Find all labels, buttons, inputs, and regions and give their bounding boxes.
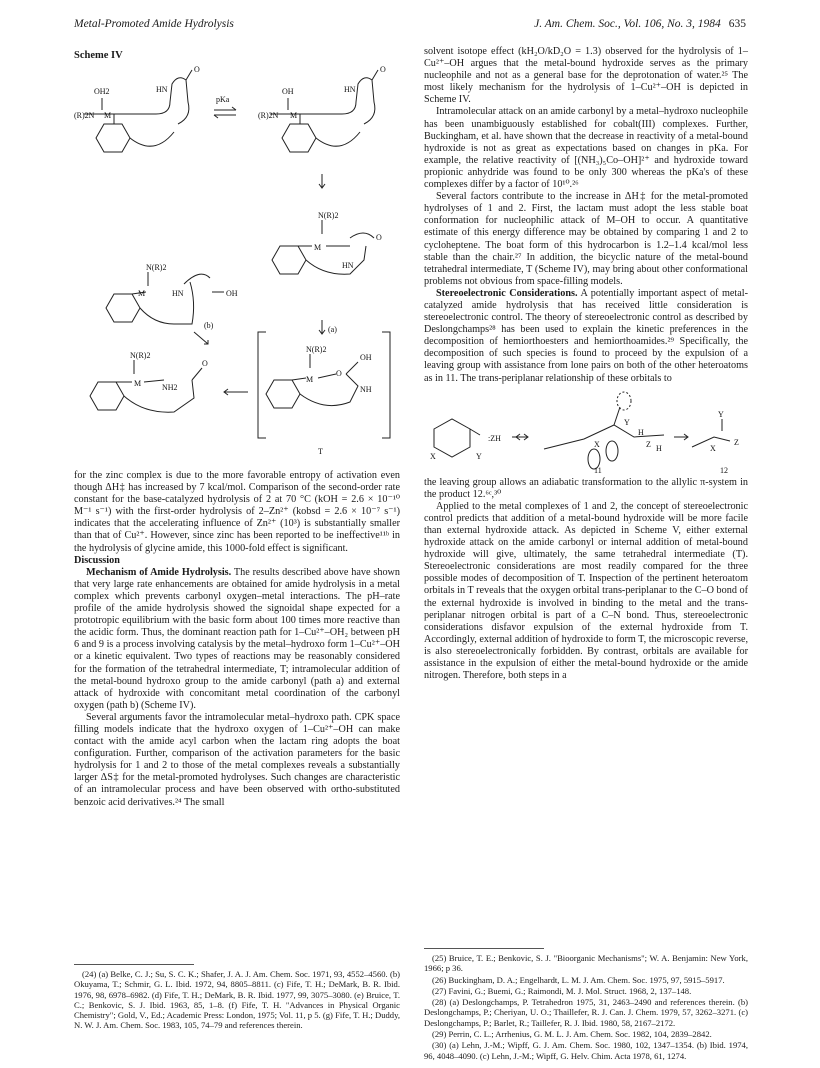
footnote-24: (24) (a) Belke, C. J.; Su, S. C. K.; Shafer, J. A. J. Am. Chem. Soc. 1971, 93, 4552–4560. (b) Okuyama, T.; Schmir, G. L. Ibid. 1972, 94, 8805–8811. (c) Fife, T. H.; DeMark, B. R. Ibid. 1976, 98, 6978–6982. (d) Fife, T. H.; DeMark, B. R. Ibid. 1977, 99, 3075–3080. (e) Bruice, T. C.; Benkovic, S. J. Ibid. 1963, 85, 1–8. (f) Fife, T. H. "Advances in Physical Organic Chemistry"; Gold, V., Ed.; Academic Press: London, 1975; Vol. 11, p 5. (g) Fife, T. H.; Duddy, N. W. J. Am. Chem. Soc. 1983, 105, 74–79 and references therein.: [74, 969, 400, 1031]
label-m-1: M: [104, 111, 112, 120]
label-o-t: O: [336, 369, 342, 378]
label-o-2: O: [380, 65, 386, 74]
label-path-b: (b): [204, 321, 214, 330]
label-m-3: M: [138, 289, 146, 298]
label-t: T: [318, 447, 323, 456]
label-oh: OH: [282, 87, 294, 96]
label-oh-3: OH: [226, 289, 238, 298]
label-pka: pKa: [216, 95, 230, 104]
label-nr2-5: N(R)2: [130, 351, 151, 360]
label-oh-t: OH: [360, 353, 372, 362]
left-column: [74, 470, 400, 809]
stereo-y-1: Y: [476, 451, 482, 461]
right-paragraph-4: Stereoelectronic Considerations. A potentially important aspect of metal-catalyzed amide hydrolysis that has received little consideration is stereoelectronic control. The theory of stereoelectronic control as described by Deslongchamps²⁸ has been used to explain the kinetic preferences in the decomposition of hemiorthoesters and hemiorthoamides.²⁹ Specifically, the decomposition of such species is found to proceed by the expulsion of a leaving group with assistance from lone pairs on both of the other heteroatoms as in 11. The trans-periplanar relationship of these orbitals to: [424, 287, 748, 384]
right-paragraph-1: solvent isotope effect (kH₂O/kD₂O = 1.3) observed for the hydrolysis of 1–Cu²⁺–OH argues that the metal-bound hydroxide serves as the primary nucleophile and not as a general base for the deprotonation of water.²⁵ The most likely mechanism for the hydrolysis of 1–Cu²⁺–OH is depicted in Scheme IV.: [424, 46, 748, 106]
stereo-z-2: Z: [734, 437, 739, 447]
footnote-rule: [74, 964, 194, 965]
stereo-x-2: X: [594, 439, 600, 449]
label-hn-4: HN: [342, 261, 354, 270]
scheme-iv-figure: [74, 62, 414, 462]
structure-oh2-complex: [84, 70, 192, 152]
left-paragraph-3: Several arguments favor the intramolecular metal–hydroxo path. CPK space filling models indicate that the hydroxo oxygen of 1–Cu²⁺–OH can make contact with the amide acyl carbon when the lactam ring adopts the boat configuration. Further, comparison of the activation parameters for the basic hydrolysis for 1 and 2 to those of the metal complexes reveals a substantially larger ΔS‡ for the metal-promoted hydrolyses. Such changes are characteristic of an intramolecular process and have been observed with ortho-substituted benzoic acid derivatives.²⁴ The small: [74, 711, 400, 808]
right-paragraph-6: Applied to the metal complexes of 1 and 2, the concept of stereoelectronic control predicts that addition of a metal-bound hydroxide will be more facile than external hydroxide attack. As depicted in Scheme V, either external hydroxide attack on the amide carbonyl or internal addition of metal-bound hydroxide will give, ultimately, the same tetrahedral intermediate (T). Stereoelectronic considerations are most readily compared for the three possible modes of decomposition of T. Inspection of the pertinent heteroatom orbitals in T reveals that the oxygen orbital trans-periplanar to the C–O bond of the external hydroxide is involved in binding to the metal and the trans-periplanar nitrogen orbital is part of a C–N bond. Thus, stereoelectronic considerations disfavor expulsion of the external hydroxide from T. Accordingly, external addition of hydroxide to form T, the microscopic reverse, is also stereoelectronically forbidden. By contrast, orbitals are available for assistance in the expulsion of either the metal-bound hydroxide or the amide nitrogen. Therefore, both steps in a: [424, 500, 749, 682]
label-nr2-t: N(R)2: [306, 345, 327, 354]
label-hn-1: HN: [156, 85, 168, 94]
stereo-x-3: X: [710, 443, 716, 453]
page-number: 635: [728, 18, 746, 30]
footnote-27: (27) Favini, G.; Buemi, G.; Raimondi, M. J. Mol. Struct. 1968, 2, 137–148.: [432, 985, 692, 996]
structure-oh-complex: [270, 70, 378, 152]
label-nh-t: NH: [360, 385, 372, 394]
footnote-29: (29) Perrin, C. L.; Arrhenius, G. M. L. J. Am. Chem. Soc. 1982, 104, 2839–2842.: [432, 1029, 712, 1040]
running-header: [74, 18, 746, 34]
stereoelectronic-figure: [424, 389, 748, 475]
structure-path-a: [272, 220, 374, 274]
label-m-t: M: [306, 375, 314, 384]
label-ligand-1: (R)2N: [74, 111, 95, 120]
label-o-5: O: [202, 359, 208, 368]
right-paragraph-5: the leaving group allows an adiabatic transformation to the allylic π-system in the product 12.⁶ᶜ,³⁰: [424, 476, 748, 500]
run-in-heading-stereo: Stereoelectronic Considerations.: [436, 287, 578, 299]
label-nr2-3: N(R)2: [146, 263, 167, 272]
stereo-x-1: X: [430, 451, 436, 461]
label-nr2-4: N(R)2: [318, 211, 339, 220]
footnote-26: (26) Buckingham, D. A.; Engelhardt, L. M. J. Am. Chem. Soc. 1975, 97, 5915–5917.: [432, 974, 725, 985]
label-path-a: (a): [328, 325, 337, 334]
stereo-h-1: H: [638, 427, 644, 437]
run-in-heading-mechanism: Mechanism of Amide Hydrolysis.: [86, 566, 232, 578]
label-m-4: M: [314, 243, 322, 252]
label-compound-11: 11: [594, 465, 602, 475]
stereo-z-1: Z: [646, 439, 651, 449]
label-compound-12: 12: [720, 465, 728, 475]
right-column: [424, 46, 748, 682]
section-heading-discussion: Discussion: [74, 554, 120, 566]
left-paragraph-2: Mechanism of Amide Hydrolysis. The results described above have shown that very large rate enhancements are obtained for amide hydrolysis in a metal complex which prevents carbonyl oxygen–metal interactions. The pH–rate profile of the amide hydrolysis showed the signoidal shape expected for a prototropic equilibrium with the basic form about 100 times more reactive than the acidic form. Thus, the dominant reaction path for 1–Cu²⁺–OH₂ between pH 6 and 9 is a process involving catalysis by the metal–hydroxo form 1–Cu²⁺–OH or a kinetic equivalent. Two types of reactions may be reasonably considered for the formation of the tetrahedral intermediate, T; intramolecular addition of the metal-bound hydroxo group to the amide carbonyl (path a) and external attack of hydroxide with concomitant metal coordination of the carbonyl oxygen (path b) (Scheme IV).: [74, 566, 400, 711]
label-oh2: OH2: [94, 87, 110, 96]
label-o-1: O: [194, 65, 200, 74]
footnote-30: (30) (a) Lehn, J.-M.; Wipff, G. J. Am. Chem. Soc. 1980, 102, 1347–1354. (b) Ibid. 1974, 96, 4048–4090. (c) Lehn, J.-M.; Wipff, G. Helv. Chim. Acta 1978, 61, 1274.: [424, 1040, 748, 1061]
label-nh2-5: NH2: [162, 383, 178, 392]
left-paragraph-1: for the zinc complex is due to the more favorable entropy of activation even though ΔH‡ has increased by 7 kcal/mol. Comparison of the second-order rate constant for the base-catalyzed hydrolysis of 2 at 70 °C (kOH = 2.6 × 10⁻¹⁰ M⁻¹ s⁻¹) with the first-order hydrolysis of 2–Zn²⁺ (kobsd = 2.6 × 10⁻⁷ s⁻¹) indicates that the accelerating influence of Zn²⁺ (10³) is substantially smaller than that of Cu²⁺. However, since zinc has been reported to be ineffective¹¹ᵇ in the hydrolysis of glycine amide, this 1000-fold effect is significant.: [74, 470, 400, 554]
label-m-5: M: [134, 379, 142, 388]
scheme-title: Scheme IV: [74, 50, 123, 61]
footnote-25: (25) Bruice, T. E.; Benkovic, S. J. "Bioorganic Mechanisms"; W. A. Benjamin: New York, 1966; p 36.: [424, 953, 748, 974]
right-footnotes: [424, 942, 748, 1062]
label-ligand-2: (R)2N: [258, 111, 279, 120]
header-title: Metal-Promoted Amide Hydrolysis: [74, 18, 234, 30]
footnote-rule-right: [424, 948, 544, 949]
header-journal: J. Am. Chem. Soc., Vol. 106, No. 3, 1984 635: [534, 18, 746, 30]
stereo-h-2: H: [656, 443, 662, 453]
structure-product: [90, 360, 202, 412]
structure-path-b: [106, 272, 224, 324]
footnote-28: (28) (a) Deslongchamps, P. Tetrahedron 1975, 31, 2463–2490 and references therein. (b) Deslongchamps, P.; Cheriyan, U. O.; Thaillefer, R. J. Can. J. Chem. 1979, 57, 3262–3271. (c) Deslongchamps, P.; Barlet, R.; Taillefer, R. J. Ibid. 1980, 58, 2167–2172.: [424, 997, 748, 1028]
stereo-y-3: Y: [718, 409, 724, 419]
right-paragraph-3: Several factors contribute to the increase in ΔH‡ for the metal-promoted hydrolyses of 1 and 2. First, the lactam must adopt the less stable boat conformation for nucleophilic attack of M–OH to occur. A quantitative estimate of this energy difference may be obtained by comparing 1 and 2 to cycloheptene. The boat form of this hydrocarbon is 1.2–1.4 kcal/mol less stable than the chair.²⁷ In addition, the bicyclic nature of the metal-bound tetrahedral intermediate, T (Scheme IV), may bring about other conformational problems not obvious from space-filling models.: [424, 191, 748, 287]
right-paragraph-2: Intramolecular attack on an amide carbonyl by a metal–hydroxo nucleophile has been unambiguously established for cobalt(III) complexes. Further, Buckingham, et al. have shown that the decrease in reactivity of a metal-bound hydroxide is not as great as expectations based on changes in pKa. For example, the relative reactivity of [(NH₃)₅Co–OH]²⁺ and hydroxide toward propionic anhydride was found to be only 300 whereas the pKa's of these complexes differ by a factor of 10¹⁰.²⁶: [424, 106, 748, 191]
label-m-2: M: [290, 111, 298, 120]
label-o-4: O: [376, 233, 382, 242]
stereo-y-2: Y: [624, 417, 630, 427]
label-hn-3: HN: [172, 289, 184, 298]
left-footnotes: [74, 958, 400, 1032]
stereo-zh: :ZH: [488, 433, 501, 443]
label-hn-2: HN: [344, 85, 356, 94]
